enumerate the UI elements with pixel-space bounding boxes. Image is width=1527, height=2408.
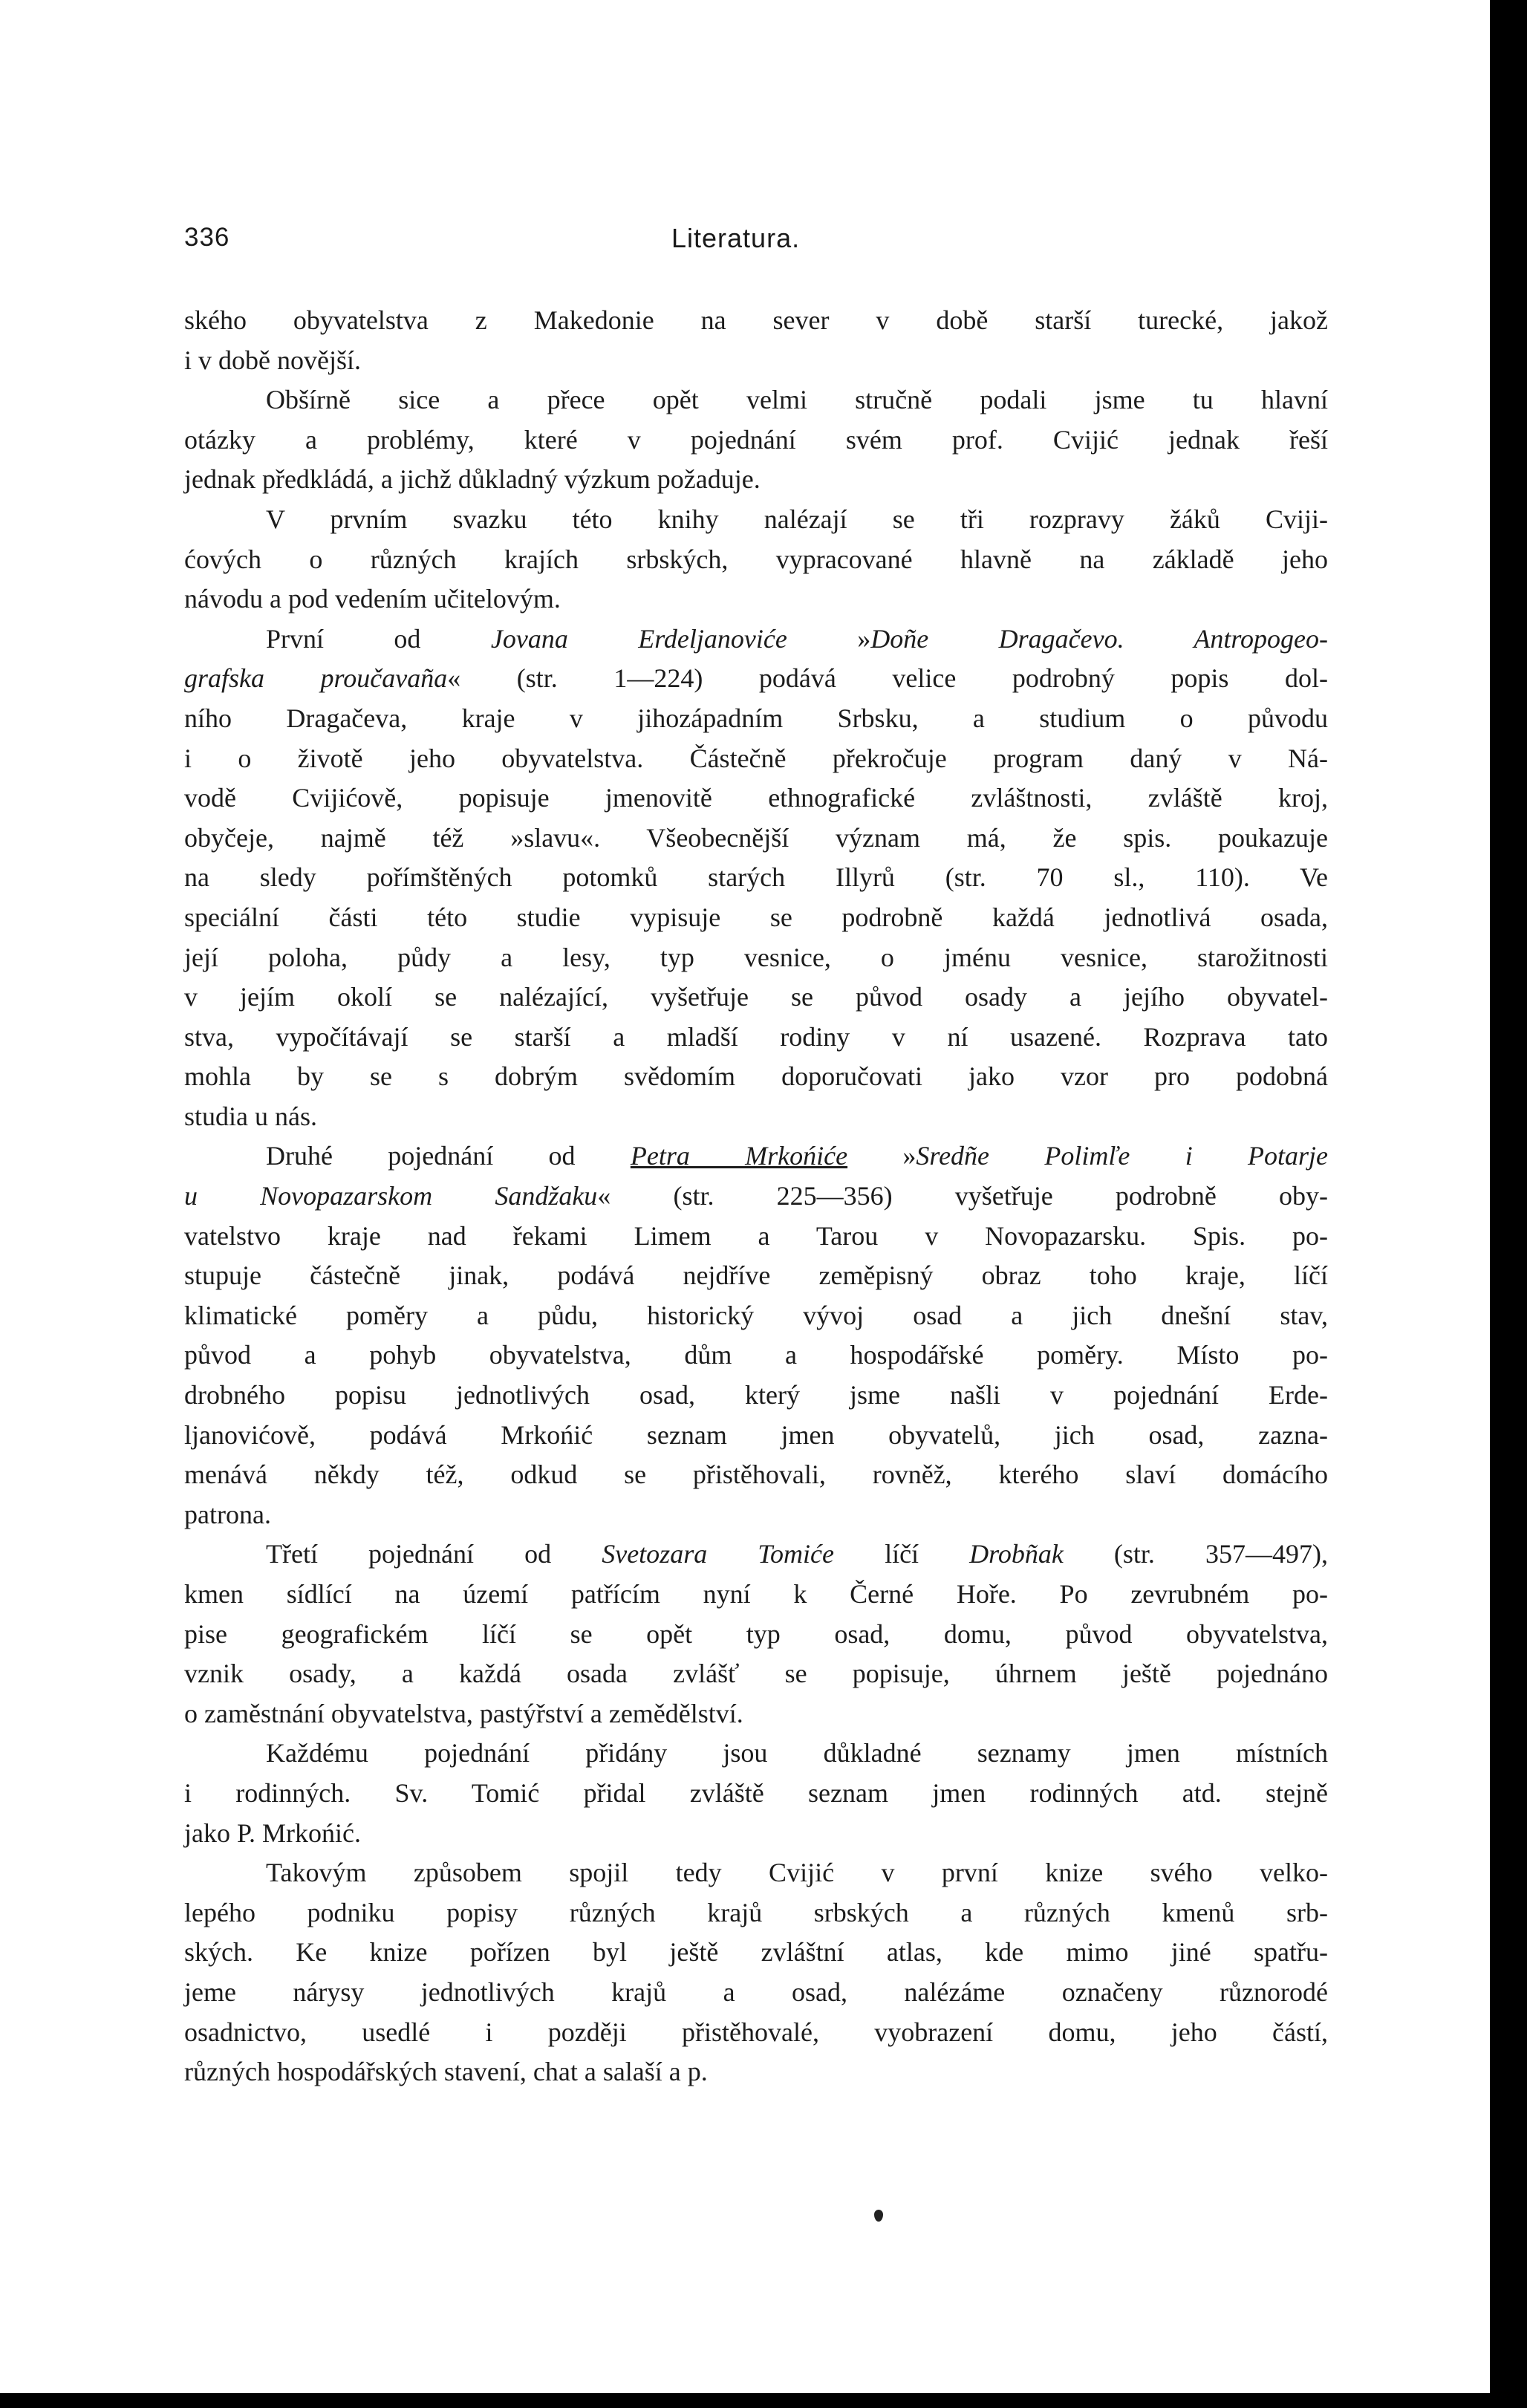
work-title: Drobñak — [969, 1539, 1064, 1569]
text-line: jednak předkládá, a jichž důkladný výzkum požaduje. — [184, 464, 761, 495]
text-line: speciální části této studie vypisuje se podrobně každá jednotlivá osada, — [184, 902, 1328, 932]
text-line: i o životě jeho obyvatelstva. Částečně překročuje program daný v Ná- — [184, 743, 1328, 773]
text-line: v jejím okolí se nalézající, vyšetřuje se původ osady a jejího obyvatel- — [184, 982, 1328, 1012]
text-line: její poloha, půdy a lesy, typ vesnice, o jménu vesnice, starožitnosti — [184, 942, 1328, 972]
text-line: ćových o různých krajích srbských, vypracované hlavně na základě jeho — [184, 544, 1328, 574]
text-line — [184, 659, 1328, 699]
text-line: obyčeje, najmě též »slavu«. Všeobecnější význam má, že spis. poukazuje — [184, 822, 1328, 853]
paragraph-start-line: Každému pojednání přidány jsou důkladné seznamy jmen místních — [266, 1738, 1328, 1768]
text-line: studia u nás. — [184, 1101, 317, 1131]
paragraph-start-line: Obšírně sice a přece opět velmi stručně podali jsme tu hlavní — [266, 385, 1328, 415]
text-line: ního Dragačeva, kraje v jihozápadním Srbsku, a studium o původu — [184, 703, 1328, 733]
text-line: menává někdy též, odkud se přistěhovali, rovněž, kterého slaví domácího — [184, 1460, 1328, 1490]
bullet-mark — [874, 2210, 883, 2222]
text-run: » — [787, 623, 871, 654]
text-run: První od — [266, 623, 491, 654]
text-run: » — [847, 1141, 916, 1171]
author-name: Petra Mrkońiće — [630, 1141, 848, 1171]
text-line: otázky a problémy, které v pojednání svém prof. Cvijić jednak řeší — [184, 424, 1328, 455]
text-run: « (str. 225—356) vyšetřuje podrobně oby- — [597, 1181, 1329, 1211]
text-line: i v době novější. — [184, 345, 361, 375]
paragraph-start-line: Takovým způsobem spojil tedy Cvijić v první knize svého velko- — [266, 1858, 1328, 1888]
text-line: ských. Ke knize pořízen byl ještě zvláštní atlas, kde mimo jiné spatřu- — [184, 1937, 1328, 1968]
text-line: stupuje částečně jinak, podává nejdříve zeměpisný obraz toho kraje, líčí — [184, 1260, 1328, 1291]
page-number: 336 — [184, 223, 230, 252]
text-line: drobného popisu jednotlivých osad, který jsme našli v pojednání Erde- — [184, 1380, 1328, 1410]
text-line: vodě Cvijićově, popisuje jmenovitě ethnografické zvláštnosti, zvláště kroj, — [184, 783, 1328, 813]
text-line: osadnictvo, usedlé i později přistěhovalé, vyobrazení domu, jeho částí, — [184, 2017, 1328, 2047]
author-name: Svetozara Tomiće — [602, 1539, 834, 1569]
text-line: jeme nárysy jednotlivých krajů a osad, nalézáme označeny různorodé — [184, 1976, 1328, 2007]
text-line: pise geografickém líčí se opět typ osad, domu, původ obyvatelstva, — [184, 1618, 1328, 1649]
paragraph-start-line: V prvním svazku této knihy nalézají se tři rozpravy žáků Cviji- — [266, 504, 1328, 534]
text-line: ljanovićově, podává Mrkońić seznam jmen obyvatelů, jich osad, zazna- — [184, 1419, 1328, 1450]
text-line: mohla by se s dobrým svědomím doporučovati jako vzor pro podobná — [184, 1061, 1328, 1092]
text-line: jako P. Mrkońić. — [184, 1818, 361, 1848]
text-line: návodu a pod vedením učitelovým. — [184, 584, 561, 614]
text-run: « (str. 1—224) podává velice podrobný popis dol- — [447, 663, 1328, 694]
text-run: Druhé pojednání od — [266, 1141, 631, 1171]
paragraph-start-line — [184, 1136, 1328, 1177]
text-line: stva, vypočítávají se starší a mladší rodiny v ní usazené. Rozprava tato — [184, 1021, 1328, 1052]
text-line: původ a pohyb obyvatelstva, dům a hospodářské poměry. Místo po- — [184, 1340, 1328, 1370]
paragraph-start-line — [184, 1535, 1328, 1575]
text-line: ského obyvatelstva z Makedonie na sever v době starší turecké, jakož — [184, 305, 1328, 335]
text-run: líčí — [833, 1539, 970, 1569]
work-title: grafska proučavaña — [184, 663, 448, 694]
scan-border-bottom — [0, 2393, 1527, 2408]
text-line: i rodinných. Sv. Tomić přidal zvláště seznam jmen rodinných atd. stejně — [184, 1777, 1328, 1808]
text-line: kmen sídlící na území patřícím nyní k Černé Hoře. Po zevrubném po- — [184, 1579, 1328, 1609]
running-head-title: Literatura. — [671, 223, 801, 253]
running-head — [184, 223, 1328, 267]
work-title: Sredñe Polimľe i Potarje — [916, 1141, 1329, 1171]
text-line: na sledy pořímštěných potomků starých Illyrů (str. 70 sl., 110). Ve — [184, 862, 1328, 893]
text-line: klimatické poměry a půdu, historický vývoj osad a jich dnešní stav, — [184, 1300, 1328, 1330]
text-line: vznik osady, a každá osada zvlášť se popisuje, úhrnem ještě pojednáno — [184, 1659, 1328, 1689]
scan-border-right — [1490, 0, 1527, 2408]
text-line: lepého podniku popisy různých krajů srbských a různých kmenů srb- — [184, 1897, 1328, 1927]
body-text — [184, 301, 1328, 2092]
work-title: Doñe Dragačevo. Antropogeo- — [870, 623, 1328, 654]
text-line: různých hospodářských stavení, chat a salaší a p. — [184, 2057, 708, 2087]
author-name: Jovana Erdeljanoviće — [490, 623, 787, 654]
text-line — [184, 1177, 1328, 1217]
text-run: Třetí pojednání od — [266, 1539, 602, 1569]
paragraph-start-line — [184, 619, 1328, 660]
text-line: vatelstvo kraje nad řekami Limem a Tarou v Novopazarsku. Spis. po- — [184, 1220, 1328, 1251]
text-line: o zaměstnání obyvatelstva, pastýřství a zemědělství. — [184, 1698, 743, 1728]
text-run: (str. 357—497), — [1063, 1539, 1328, 1569]
work-title: u Novopazarskom Sandžaku — [184, 1181, 598, 1211]
text-line: patrona. — [184, 1499, 271, 1529]
